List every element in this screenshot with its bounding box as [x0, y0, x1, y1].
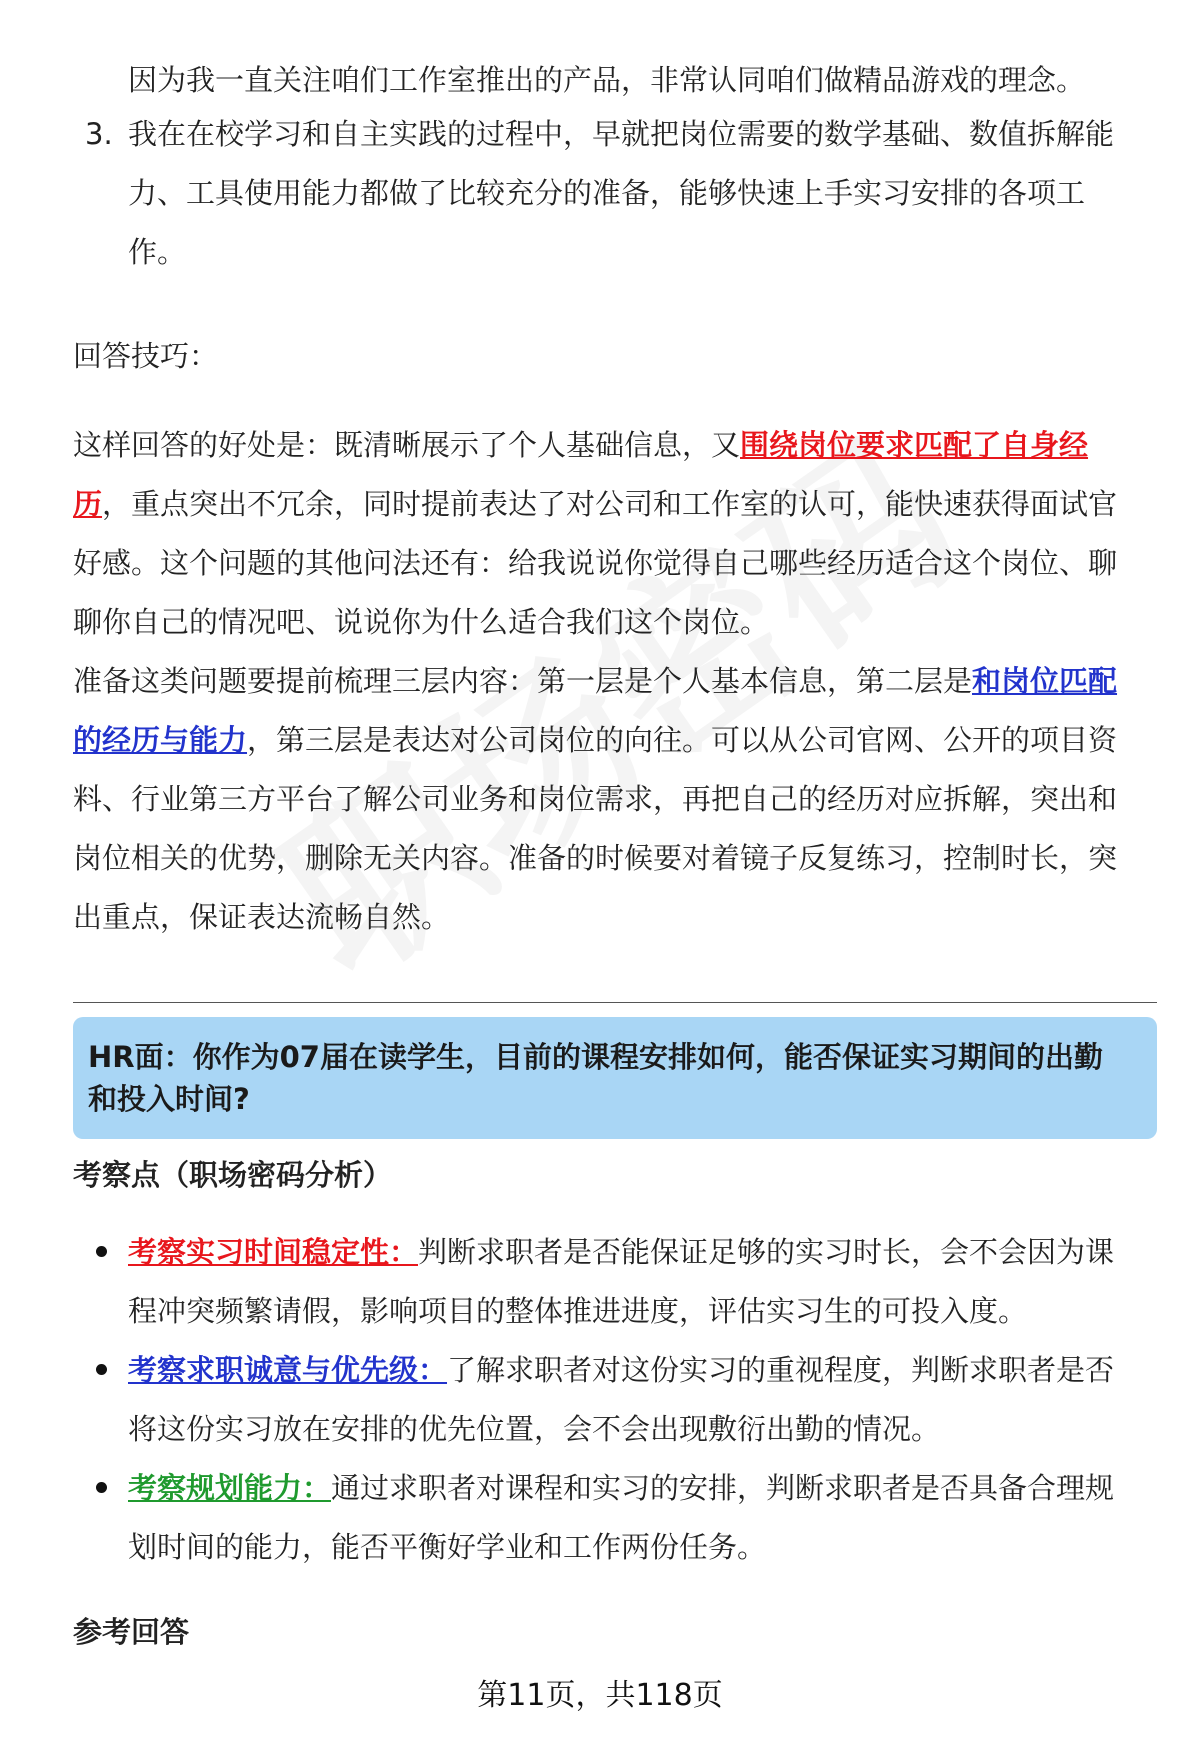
text-span: ，重点突出不冗余，同时提前表达了对公司和工作室的认可，能快速获得面试官: [102, 487, 1118, 521]
paragraph-line: 聊你自己的情况吧、说说你为什么适合我们这个岗位。: [73, 605, 770, 639]
list-item-line: [128, 1352, 1114, 1388]
paragraph-line: 好感。这个问题的其他问法还有：给我说说你觉得自己哪些经历适合这个岗位、聊: [73, 546, 1118, 580]
hr-question-line: HR面：你作为07届在读学生，目前的课程安排如何，能否保证实习期间的出勤: [88, 1040, 1103, 1074]
paragraph-line: 出重点，保证表达流畅自然。: [73, 900, 451, 934]
bullet-icon: [96, 1246, 107, 1257]
list-item-line: [128, 1470, 1114, 1506]
hr-question-box: [73, 1017, 1157, 1139]
analysis-heading: 考察点（职场密码分析）: [73, 1158, 393, 1192]
list-item-line: 将这份实习放在安排的优先位置，会不会出现敷衍出勤的情况。: [128, 1412, 941, 1446]
list-number: 3.: [85, 117, 113, 151]
list-item-line: 划时间的能力，能否平衡好学业和工作两份任务。: [128, 1530, 767, 1564]
text-span: 准备这类问题要提前梳理三层内容：第一层是个人基本信息，第二层是: [73, 664, 973, 698]
section-divider: [73, 1002, 1157, 1003]
paragraph-line: [73, 663, 1117, 699]
list-item-line: 力、工具使用能力都做了比较充分的准备，能够快速上手实习安排的各项工: [128, 176, 1086, 210]
text-span: ，第三层是表达对公司岗位的向往。可以从公司官网、公开的项目资: [247, 723, 1118, 757]
text-span: 这样回答的好处是：既清晰展示了个人基础信息，又: [73, 428, 741, 462]
highlight-red: 历: [73, 487, 103, 521]
highlight-blue: 的经历与能力: [73, 723, 248, 757]
text-span: 判断求职者是否能保证足够的实习时长，会不会因为课: [418, 1235, 1115, 1269]
text-span: 通过求职者对课程和实习的安排，判断求职者是否具备合理规: [331, 1471, 1115, 1505]
tips-heading: 回答技巧：: [73, 339, 219, 373]
bullet-icon: [96, 1364, 107, 1375]
text-span: 了解求职者对这份实习的重视程度，判断求职者是否: [447, 1353, 1115, 1387]
list-item-line: 程冲突频繁请假，影响项目的整体推进进度，评估实习生的可投入度。: [128, 1294, 1028, 1328]
paragraph-line: [73, 722, 1117, 758]
highlight-red: 考察实习时间稳定性：: [128, 1235, 419, 1269]
highlight-green: 考察规划能力：: [128, 1471, 332, 1505]
paragraph-line: 料、行业第三方平台了解公司业务和岗位需求，再把自己的经历对应拆解，突出和: [73, 782, 1118, 816]
list-item-line: [128, 1234, 1114, 1270]
highlight-red: 围绕岗位要求匹配了自身经: [740, 428, 1089, 462]
reference-heading: 参考回答: [73, 1615, 190, 1649]
list-item-line: 我在在校学习和自主实践的过程中，早就把岗位需要的数学基础、数值拆解能: [128, 117, 1115, 151]
highlight-blue: 考察求职诚意与优先级：: [128, 1353, 448, 1387]
page-number: 第11页，共118页: [477, 1678, 723, 1713]
paragraph-line: 岗位相关的优势，删除无关内容。准备的时候要对着镜子反复练习，控制时长，突: [73, 841, 1118, 875]
highlight-blue: 和岗位匹配: [972, 664, 1118, 698]
bullet-icon: [96, 1482, 107, 1493]
intro-line: 因为我一直关注咱们工作室推出的产品，非常认同咱们做精品游戏的理念。: [128, 63, 1086, 97]
list-item-line: 作。: [128, 235, 187, 269]
paragraph-line: [73, 427, 1088, 463]
paragraph-line: [73, 486, 1117, 522]
hr-question-line: 和投入时间?: [88, 1082, 250, 1116]
